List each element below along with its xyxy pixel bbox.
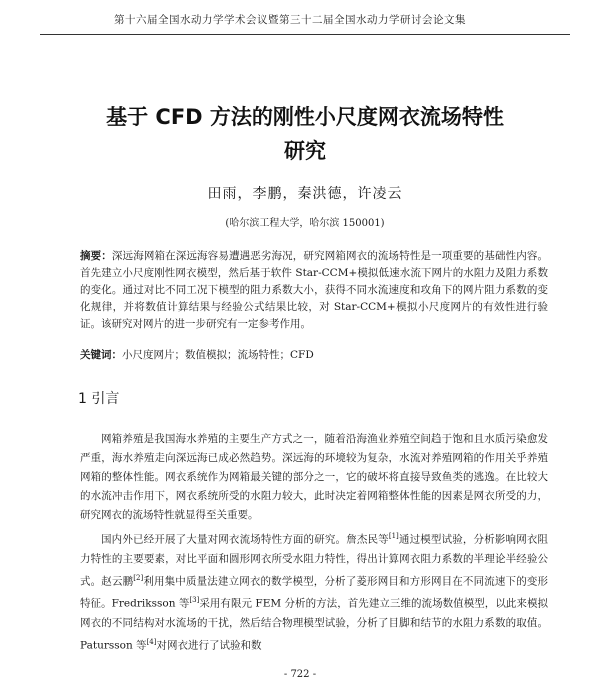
keywords-label: 关键词： <box>80 349 122 361</box>
running-header: 第十六届全国水动力学学术会议暨第三十二届全国水动力学研讨会论文集 <box>114 14 466 26</box>
abstract <box>80 248 548 333</box>
citation-2: [2] <box>133 573 144 582</box>
abstract-label: 摘要： <box>80 250 112 262</box>
section-heading-introduction: 1 引言 <box>78 391 120 407</box>
affiliation: (哈尔滨工程大学，哈尔滨 150001) <box>225 218 385 229</box>
para2-part-e: 对网衣进行了试验和数 <box>156 639 262 651</box>
header-rule <box>40 34 570 35</box>
abstract-text: 深远海网箱在深远海容易遭遇恶劣海况，研究网箱网衣的流场特性是一项重要的基础性内容。首先建立小尺度刚性网衣模型，然后基于软件 Star-CCM+模拟低速水流下网片的水阻力及阻力系数的变化。通过对比不同工况下模型的阻力系数大小，获得不同水流速度和攻角下的网片阻力系数的变化规律，并将数值计算结果与经验公式结果比较，对 Star-CCM+模拟小尺度网片的有效性进行验证。该研究对网片的进一步研究有一定参考作用。 <box>80 250 549 330</box>
title-line-2: 研究 <box>284 139 326 163</box>
para2-part-b: 通过模型试验，分析影响网衣阻力特性的主要要素，对比平面和圆形网衣所受水阻力特性，得出计算网衣阻力系数的半理论半经验公式。赵云鹏 <box>80 533 549 587</box>
keywords-text: 小尺度网片；数值模拟；流场特性；CFD <box>122 349 314 361</box>
citation-4: [4] <box>146 637 157 646</box>
keywords <box>80 347 548 362</box>
page-number: - 722 - <box>283 669 317 680</box>
citation-1: [1] <box>388 532 399 540</box>
authors: 田雨，李鹏，秦洪德，许凌云 <box>207 186 403 202</box>
citation-3: [3] <box>189 596 200 604</box>
para2-part-d: 采用有限元 FEM 分析的方法，首先建立三维的流场数值模型，以此来模拟网衣的不同结构对水流场的干扰，然后结合物理模型试验，分析了目脚和结节的水阻力系数的取值。Patursson 等 <box>80 597 548 651</box>
para2-part-a: 国内外已经开展了大量对网衣流场特性方面的研究。詹杰民等 <box>101 533 389 546</box>
paper-title <box>40 100 570 168</box>
body-paragraph-2 <box>80 527 548 655</box>
title-line-1: 基于 CFD 方法的刚性小尺度网衣流场特性 <box>106 105 504 129</box>
body-paragraph-1: 网箱养殖是我国海水养殖的主要生产方式之一，随着沿海渔业养殖空间趋于饱和且水质污染愈发严重，海水养殖走向深远海已成必然趋势。深远海的环境较为复杂，水流对养殖网箱的作用关乎养殖网箱的整体性能。网衣系统作为网箱最关键的部分之一，它的破坏将直接导致鱼类的逃逸。在比较大的水流冲击作用下，网衣系统所受的水阻力较大，此时决定着网箱整体性能的因素是网衣所受的力，研究网衣的流场特性就显得至关重要。 <box>80 433 548 521</box>
para2-part-c: 利用集中质量法建立网衣的数学模型，分析了菱形网目和方形网目在不同流速下的变形特征。Fredriksson 等 <box>80 575 548 610</box>
